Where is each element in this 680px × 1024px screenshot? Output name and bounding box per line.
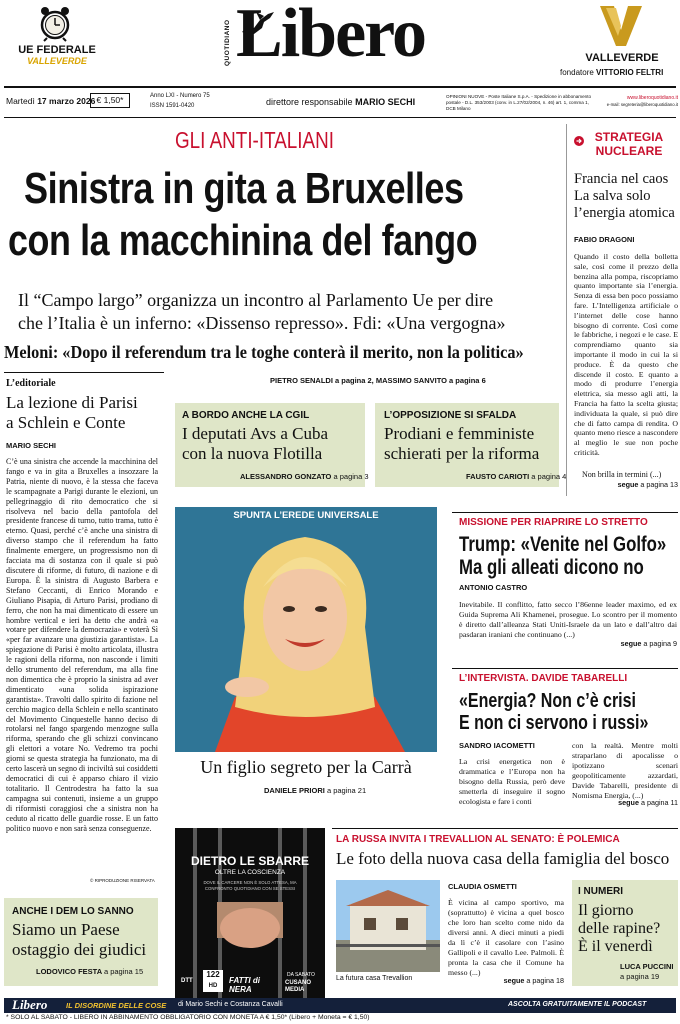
lead-kicker: GLI ANTI-ITALIANI (175, 127, 334, 153)
strategia-title-3: l’energia atomica (574, 205, 675, 221)
logo: Libero (236, 0, 425, 72)
trevallion-title: Le foto della nuova casa della famiglia del bosco (336, 849, 670, 868)
intervista-segue-page: a pagina 11 (640, 798, 678, 807)
numeri-title-3: È il venerdì (578, 938, 653, 955)
editoriale-label: L’editoriale (6, 378, 56, 389)
cgil-title-2: con la nuova Flotilla (182, 444, 323, 463)
strategia-segue-page: a pagina 13 (640, 480, 678, 489)
strategia-title-2: La salva solo (574, 188, 651, 204)
intervista-author: SANDRO IACOMETTI (459, 741, 535, 750)
cgil-author: ALESSANDRO GONZATO (240, 472, 332, 481)
intervista-rule (452, 668, 678, 669)
intervista-title-1: «Energia? Non c’è crisi (459, 690, 636, 712)
ad-channel (203, 970, 223, 992)
right-brand: VALLEVERDE (585, 52, 659, 64)
lead-headline-2: con la macchinina del fango (8, 216, 478, 265)
footer-logo: Libero (12, 997, 48, 1012)
trevallion-segue-label: segue (503, 976, 525, 985)
lead-summary-1: Il “Campo largo” organizza un incontro al Parlamento Ue per dire (18, 290, 494, 310)
dem-byline (36, 967, 143, 976)
opposizione-kicker: L’OPPOSIZIONE SI SFALDA (384, 410, 517, 421)
editoriale-copyright: © RIPRODUZIONE RISERVATA (90, 878, 155, 883)
date-prefix: Martedì (6, 96, 35, 106)
left-brand-line1: UE FEDERALE (18, 44, 96, 56)
intervista-body-right: con la realtà. Mentre molti straparlano di apocalisse o ipotizzano scenari geopoliticamente azzardati, Davide Tabarelli, presidente di Nomisma Energia, (...) (572, 741, 678, 800)
footer-note: * SOLO AL SABATO - LIBERO IN ABBINAMENTO OBBLIGATORIO CON MONETA A € 1,50* (Libero + Moneta = € 1,50) (6, 1014, 370, 1021)
numeri-title-1: Il giorno (578, 902, 634, 919)
legal-notice: OPINIONI NUOVE - Poste Italiane S.p.A. - Spedizione in abbonamento postale - D.L. 353/2003 (conv. in L.27/02/2004, n. 46) art. 1, comma 1, DCB Milano (446, 94, 592, 111)
trevallion-author: CLAUDIA OSMETTI (448, 882, 517, 891)
intervista-title-2: E non ci servono i russi» (459, 712, 649, 734)
opposizione-author: FAUSTO CARIOTI (466, 472, 530, 481)
direttore-name: MARIO SECHI (355, 97, 416, 107)
ad-network: CUSANO MEDIA (285, 980, 312, 993)
trump-segue-label: segue (620, 639, 642, 648)
ad-dtt: DTT (181, 978, 193, 984)
ad-title: DIETRO LE SBARRE (190, 854, 309, 868)
strategia-title-1: Francia nel caos (574, 171, 669, 187)
masthead-rule-top (4, 86, 676, 88)
cgil-page: a pagina 3 (333, 472, 369, 481)
carra-photo (175, 507, 437, 752)
fondatore (560, 68, 680, 77)
ad-brand: FATTI di NERA (229, 976, 260, 994)
strategia-tail: Non brilla in termini (...) (582, 470, 662, 479)
trevallion-kicker: LA RUSSA INVITA I TREVALLION AL SENATO: È POLEMICA (336, 834, 620, 845)
dem-page: a pagina 15 (103, 967, 144, 976)
intervista-segue (572, 798, 678, 807)
trevallion-caption: La futura casa Trevallion (336, 975, 413, 982)
ad-channel-hd: HD (208, 983, 218, 989)
fondatore-label: fondatore (560, 68, 594, 77)
opposizione-title-1: Prodiani e femministe (384, 424, 535, 443)
strategia-segue-label: segue (617, 480, 639, 489)
editoriale-author: MARIO SECHI (6, 441, 57, 450)
cgil-title-1: I deputati Avs a Cuba (182, 424, 329, 443)
arrow-circle-icon (574, 133, 584, 143)
strategia-segue (574, 480, 678, 489)
cgil-byline (240, 472, 369, 481)
numeri-title-2: delle rapine? (578, 920, 661, 937)
carra-kicker: SPUNTA L’EREDE UNIVERSALE (233, 510, 379, 521)
footer-podcast[interactable]: ASCOLTA GRATUITAMENTE IL PODCAST (508, 1001, 647, 1008)
editoriale-rule (4, 372, 164, 373)
carra-byline (264, 786, 366, 795)
trump-author: ANTONIO CASTRO (459, 583, 528, 592)
strategia-body: Quando il costo della bolletta sale, così come il prezzo della benzina alla pompa, riscopriamo quanto importante sia l’energia. Senza di essa ben poco possiamo fare. L’Intelligenza artificiale o l’internet delle cose hanno bisogno di corrente. Così come le fabbriche, i negozi e le case. E comprendiamo quanto sia importante il modo in cui la si produce. È da questo che discende il costo. E quanto a modo di produrre l’energia elettrica, sia messo agli atti, la Francia ha fatto la scelta giusta; individuata la quale, si può dire che di fatto campa di rendita. O quanto meno riesce a nascondere al meglio le sue non poche criticità. (574, 252, 678, 457)
issn: ISSN 1591-0420 (150, 103, 195, 109)
strategia-kicker: STRATEGIA NUCLEARE (594, 130, 664, 158)
cgil-kicker: A BORDO ANCHE LA CGIL (182, 410, 310, 421)
lead-meloni: Meloni: «Dopo il referendum tra le toghe conterà il merito, non la politica» (4, 342, 524, 362)
numeri-author: LUCA PUCCINI (620, 962, 674, 971)
intervista-kicker: L’INTERVISTA. DAVIDE TABARELLI (459, 673, 628, 684)
opposizione-title-2: schierati per la riforma (384, 444, 540, 463)
direttore (266, 97, 415, 107)
strategia-author: FABIO DRAGONI (574, 235, 635, 244)
trump-body: Inevitabile. Il conflitto, fatto secco l’86enne leader maximo, ed ex Guida Suprema Ali Khamenei, prosegue. Lo scontro per il momento è diretto dall’alleanza Stati Uniti-Israele da un lato e dall’altro dai pasdaran iraniani che continuano (...) (459, 600, 677, 639)
trevallion-photo (336, 880, 440, 972)
ad-tagline: DOVE IL CARCERE NON È SOLO ATTESA, MA CONFRONTO QUOTIDIANO CON SE STESSI (203, 880, 297, 891)
editoriale-body: C’è una sinistra che accende la macchinina del fango e va in gita a Bruxelles a insozzare la Patria, niente di nuovo, è la stessa che faceva le scampagnate a Parigi durante le elezioni, un pellegrinaggio di rito democratico che si risolveva nel bacio della pantofola del presidente francese di turno, tutto trama, tutto è eterno. Quasi, perché c’è anche una sinistra di diverso stampo che il referendum ha fatto finalmente emergere, un progressismo non di facciata ma di sostanza con il quale si può discutere di riforme, di futuro, di nazione e di Europa. È la sinistra di Augusto Barbera e Stefano Ceccanti, di Enrico Morando e Giuliano Pisapia, di Arturo Parisi, prodiano di ferro, che non ha mai dimenticato di essere un hombre vertical e ieri ha detto che andrà «a votare per difendere la democrazia» e voterà Sì «per far avanzare una giustizia garantista». La spiegazione di Parisi è molto articolata, illustra le ragioni della riforma, non nasconde i limiti dello strumento del referendum, ma alla fine non dimentica che è proprio la sinistra ad aver dimenticato «una solida ispirazione garantista». Travolti dallo spirito di fazione nel cerchio magico della Schlein e nello scantinato del Movimento Cinquestelle hanno deciso di rotolarsi nel fango spargendo menzogne sulla riforma, sperando che gli schizzi convincano gli elettori a votare No. Vedremo tra pochi giorni se questa strategia ha funzionato, ma di certo lascerà un segno di inciviltà sui cosiddetti democratici di cui è apparso chiaro il vizio totalitario. Il Centrodestra ha fatto la sua campagna sui contenuti, insieme a un gruppo di riformisti coraggiosi che a sinistra non ha ceduto al ricatto delle guardie rosse. E un fatto politico nuovo e non sarà senza conseguenze. (6, 457, 158, 833)
lead-summary-2: che l’Italia è un inferno: «Dissenso represso». Fdi: «Una vergogna» (18, 313, 506, 333)
ad-days: DA SABATO (287, 972, 315, 978)
footer-promo-by: di Mario Sechi e Costanza Cavalli (178, 1001, 283, 1008)
masthead-rule-bottom (4, 117, 676, 118)
date: 17 marzo 2026 (37, 96, 96, 106)
direttore-label: direttore responsabile (266, 97, 353, 107)
ad-subtitle: OLTRE LA COSCIENZA (214, 869, 286, 876)
clock-icon (38, 4, 72, 42)
footer-promo: IL DISORDINE DELLE COSE (66, 1001, 167, 1010)
right-column-divider (566, 124, 567, 496)
carra-author: DANIELE PRIORI (264, 786, 325, 795)
trevallion-segue (448, 976, 564, 985)
numeri-page (620, 972, 659, 981)
dem-kicker: ANCHE I DEM LO SANNO (12, 906, 134, 917)
anno-numero: Anno LXI - Numero 75 (150, 93, 210, 99)
carra-page: a pagina 21 (326, 786, 367, 795)
trevallion-segue-page: a pagina 18 (526, 976, 564, 985)
dem-author: LODOVICO FESTA (36, 967, 102, 976)
ad-channel-number: 122 (206, 970, 220, 979)
trevallion-body: È vicina al campo sportivo, ma (soprattutto) è vicina a quel bosco che loro han scelto come nido da diversi anni. A dieci minuti a piedi da lì c’è il casolare con l’asino Gallipoli e il cavallo Lee. Palmoli. È pronta la casa che il Comune ha messo (...) (448, 898, 564, 977)
dem-title-2: ostaggio dei giudici (12, 940, 147, 959)
intervista-segue-label: segue (618, 798, 639, 807)
lead-authors: PIETRO SENALDI a pagina 2, MASSIMO SANVITO a pagina 6 (270, 376, 486, 385)
editoriale-title-1: La lezione di Parisi (6, 393, 138, 412)
opposizione-page: a pagina 4 (531, 472, 567, 481)
valleverde-v-icon (598, 4, 644, 48)
dem-title-1: Siamo un Paese (12, 920, 120, 939)
opposizione-byline (466, 472, 566, 481)
trump-segue (459, 639, 677, 648)
intervista-body-left: La crisi energetica non è drammatica e l’Europa non ha bisogno della Russia, però deve smetterla di inseguire il sogno ecologista e fare i conti (459, 757, 565, 806)
left-brand-line2: VALLEVERDE (27, 56, 87, 66)
website: www.liberoquotidiano.it (626, 95, 678, 101)
editoriale-title-2: a Schlein e Conte (6, 413, 126, 432)
ad-panel[interactable] (175, 828, 325, 998)
trump-title-1: Trump: «Venite nel Golfo» (459, 533, 667, 556)
fondatore-name: VITTORIO FELTRI (596, 68, 664, 77)
email: e-mail: segreteria@liberoquotidiano.it (606, 102, 678, 107)
trump-title-2: Ma gli alleati dicono no (459, 556, 644, 579)
quotidiano-label: QUOTIDIANO (224, 19, 231, 66)
trevallion-rule (332, 828, 678, 829)
trump-kicker: MISSIONE PER RIAPRIRE LO STRETTO (459, 517, 648, 528)
date-line (6, 96, 95, 106)
trump-segue-page: a pagina 9 (643, 639, 677, 648)
trump-rule (452, 512, 678, 513)
numeri-kicker: I NUMERI (578, 886, 623, 897)
price-box: € 1,50* (90, 93, 130, 108)
numeri-page-text: a pagina 19 (620, 972, 660, 981)
lead-headline-1: Sinistra in gita a Bruxelles (24, 164, 464, 213)
carra-title: Un figlio segreto per la Carrà (200, 757, 412, 777)
